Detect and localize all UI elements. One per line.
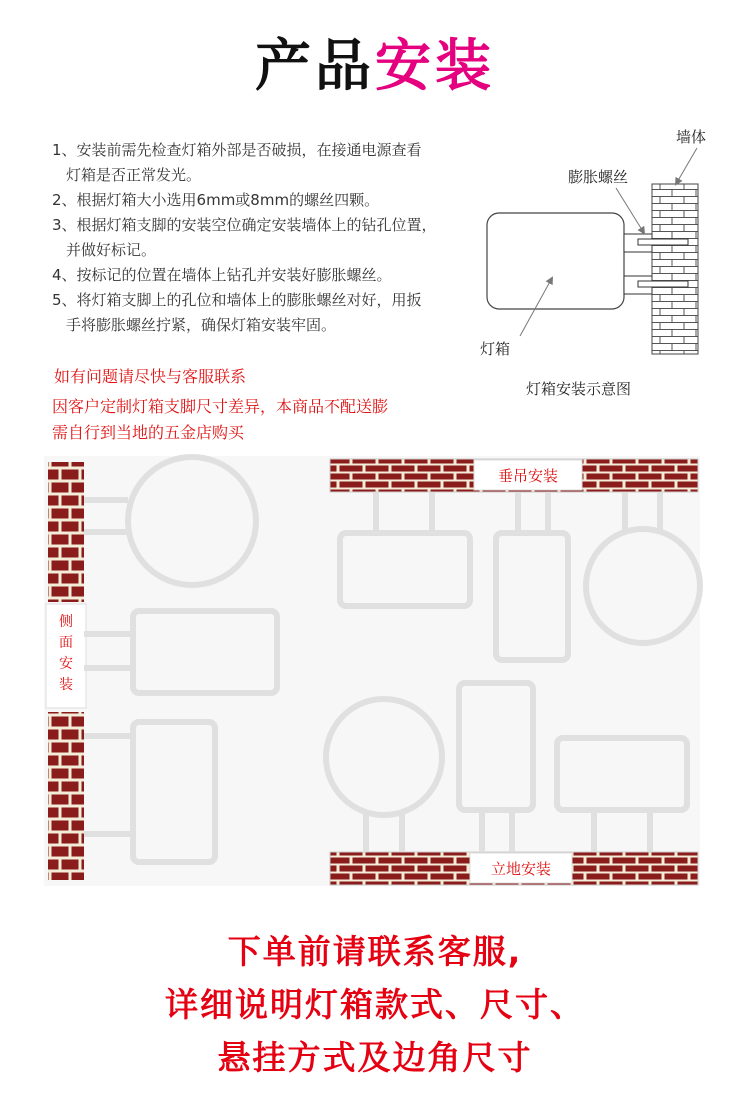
hanging-label: 垂吊安装 bbox=[497, 467, 558, 485]
instruction-line: 2、根据灯箱大小选用6mm或8mm的螺丝四颗。 bbox=[52, 191, 380, 209]
instruction-line: 5、将灯箱支脚上的孔位和墙体上的膨胀螺丝对好，用扳 bbox=[52, 291, 422, 309]
screw-label: 膨胀螺丝 bbox=[568, 168, 629, 186]
footer-line: 详细说明灯箱款式、尺寸、 bbox=[165, 985, 585, 1024]
instruction-line: 手将膨胀螺丝拧紧，确保灯箱安装牢固。 bbox=[66, 316, 337, 334]
title-part-1: 产品 bbox=[255, 34, 375, 99]
instruction-line: 1、安装前需先检查灯箱外部是否破损，在接通电源查看 bbox=[52, 141, 422, 159]
side-mount-label: 侧 面 安 装 bbox=[59, 614, 73, 693]
title-part-2: 安装 bbox=[375, 34, 495, 99]
box-label: 灯箱 bbox=[480, 340, 511, 358]
side-wall-brick bbox=[48, 462, 84, 602]
diagram-caption: 灯箱安装示意图 bbox=[526, 380, 632, 398]
footer-line: 下单前请联系客服, bbox=[227, 932, 523, 971]
notice-line: 需自行到当地的五金店购买 bbox=[52, 423, 245, 442]
standing-label: 立地安装 bbox=[490, 860, 551, 878]
footer-notice bbox=[0, 925, 750, 1084]
notice-line: 如有问题请尽快与客服联系 bbox=[54, 367, 247, 386]
footer-line: 悬挂方式及边角尺寸 bbox=[217, 1038, 533, 1077]
side-wall-brick bbox=[48, 712, 84, 880]
instruction-line: 并做好标记。 bbox=[66, 241, 157, 259]
instruction-line: 4、按标记的位置在墙体上钻孔并安装好膨胀螺丝。 bbox=[52, 266, 392, 284]
instruction-line: 灯箱是否正常发光。 bbox=[66, 166, 202, 184]
wall-label: 墙体 bbox=[676, 128, 707, 146]
instruction-line: 3、根据灯箱支脚的安装空位确定安装墙体上的钻孔位置， bbox=[52, 216, 437, 234]
notice-line: 因客户定制灯箱支脚尺寸差异，本商品不配送膨 bbox=[52, 397, 389, 416]
illustration-background bbox=[44, 456, 700, 886]
